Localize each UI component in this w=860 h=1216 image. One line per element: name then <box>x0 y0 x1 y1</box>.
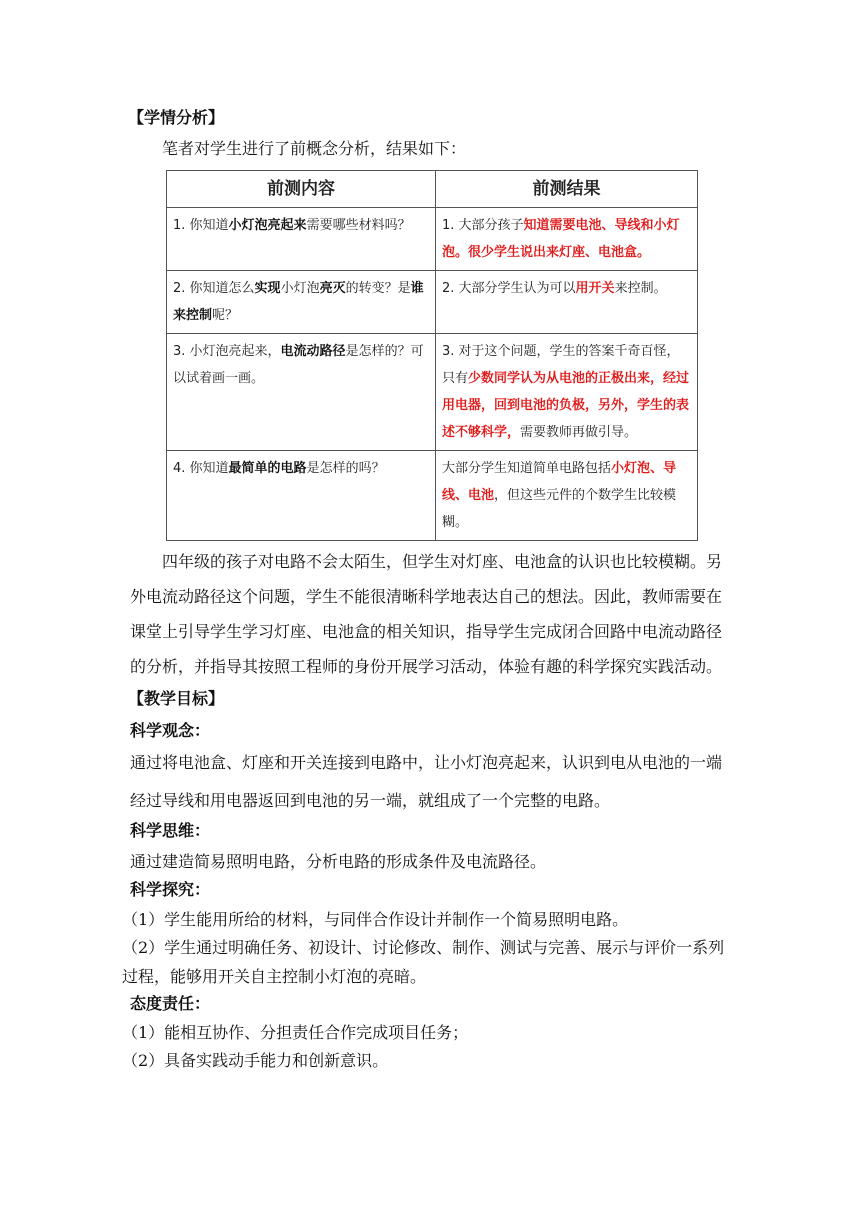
table-header-row <box>167 171 698 208</box>
cell-text: 4. 你知道 <box>173 461 229 476</box>
table-row <box>167 208 698 271</box>
table-row <box>167 334 698 451</box>
cell-text: 1. 大部分孩子 <box>442 218 524 233</box>
emphasized-text: 电流动路径 <box>280 344 346 359</box>
cell-text: 是怎样的？可以试着画一画。 <box>173 344 424 386</box>
highlighted-text: 用开关 <box>575 281 615 296</box>
inquiry-item-2: （2）学生通过明确任务、初设计、讨论修改、制作、测试与完善、展示与评价一系列过程，能够用开关自主控制小灯泡的亮暗。 <box>122 938 725 986</box>
attitude-item-1: （1）能相互协作、分担责任合作完成项目任务； <box>122 1023 469 1042</box>
cell-text: 的转变？是 <box>345 281 411 296</box>
cell-text: 3. 小灯泡亮起来， <box>173 344 281 359</box>
thinking-text: 通过建造简易照明电路，分析电路的形成条件及电流路径。 <box>130 852 547 871</box>
header-result: 前测结果 <box>436 171 698 208</box>
cell-text: 呢？ <box>212 308 239 323</box>
pretest-question-cell <box>167 451 436 541</box>
cell-text: 需要教师再做引导。 <box>520 425 638 440</box>
emphasized-text: 小灯泡亮起来 <box>228 218 307 233</box>
concept-text: 通过将电池盒、灯座和开关连接到电路中，让小灯泡亮起来，认识到电从电池的一端经过导线和用电器返回到电池的另一端，就组成了一个完整的电路。 <box>130 753 723 810</box>
cell-text: 需要哪些材料吗？ <box>306 218 411 233</box>
highlighted-text: 知道需要电池、导线和小灯泡。很少学生说出来灯座、电池盒。 <box>442 218 680 260</box>
highlighted-text: 少数同学认为从电池的正极出来，经过用电器，回到电池的负极，另外，学生的表述不够科学， <box>442 371 690 440</box>
analysis-paragraph: 四年级的孩子对电路不会太陌生，但学生对灯座、电池盒的认识也比较模糊。另外电流动路径这个问题，学生不能很清晰科学地表达自己的想法。因此，教师需要在课堂上引导学生学习灯座、电池盒的相关知识，指导学生完成闭合回路中电流动路径的分析，并指导其按照工程师的身份开展学习活动，体验有趣的科学探究实践活动。 <box>130 552 723 676</box>
pretest-result-cell <box>436 451 698 541</box>
cell-text: 小灯泡 <box>280 281 320 296</box>
attitude-item-2: （2）具备实践动手能力和创新意识。 <box>122 1051 389 1070</box>
cell-text: 3. 对于这个问题，学生的答案千奇百怪，只有 <box>442 344 680 386</box>
analysis-heading: 【学情分析】 <box>128 108 225 127</box>
pretest-question-cell <box>167 271 436 334</box>
table-row <box>167 271 698 334</box>
pretest-table <box>166 170 698 541</box>
emphasized-text: 谁来控制 <box>173 281 424 323</box>
inquiry-item-1: （1）学生能用所给的材料，与同伴合作设计并制作一个简易照明电路。 <box>122 910 629 929</box>
header-content: 前测内容 <box>167 171 436 208</box>
highlighted-text: 小灯泡、导线、电池 <box>442 461 677 503</box>
table-row <box>167 451 698 541</box>
goals-heading: 【教学目标】 <box>128 689 225 708</box>
pretest-question-cell <box>167 334 436 451</box>
pretest-result-cell <box>436 208 698 271</box>
cell-text: 1. 你知道 <box>173 218 229 233</box>
pretest-question-cell <box>167 208 436 271</box>
emphasized-text: 最简单的电路 <box>228 461 307 476</box>
emphasized-text: 实现 <box>254 281 281 296</box>
pretest-result-cell <box>436 271 698 334</box>
cell-text: 是怎样的吗？ <box>306 461 385 476</box>
intro-text: 笔者对学生进行了前概念分析，结果如下： <box>162 139 467 158</box>
attitude-heading: 态度责任： <box>130 994 211 1013</box>
inquiry-heading: 科学探究： <box>130 880 211 899</box>
cell-text: 来控制。 <box>614 281 667 296</box>
cell-text: 大部分学生知道简单电路包括 <box>442 461 612 476</box>
concept-heading: 科学观念： <box>130 721 211 740</box>
cell-text: ，但这些元件的个数学生比较模糊。 <box>442 488 677 530</box>
cell-text: 2. 你知道怎么 <box>173 281 255 296</box>
emphasized-text: 亮灭 <box>319 281 346 296</box>
cell-text: 2. 大部分学生认为可以 <box>442 281 576 296</box>
thinking-heading: 科学思维： <box>130 821 211 840</box>
pretest-result-cell <box>436 334 698 451</box>
